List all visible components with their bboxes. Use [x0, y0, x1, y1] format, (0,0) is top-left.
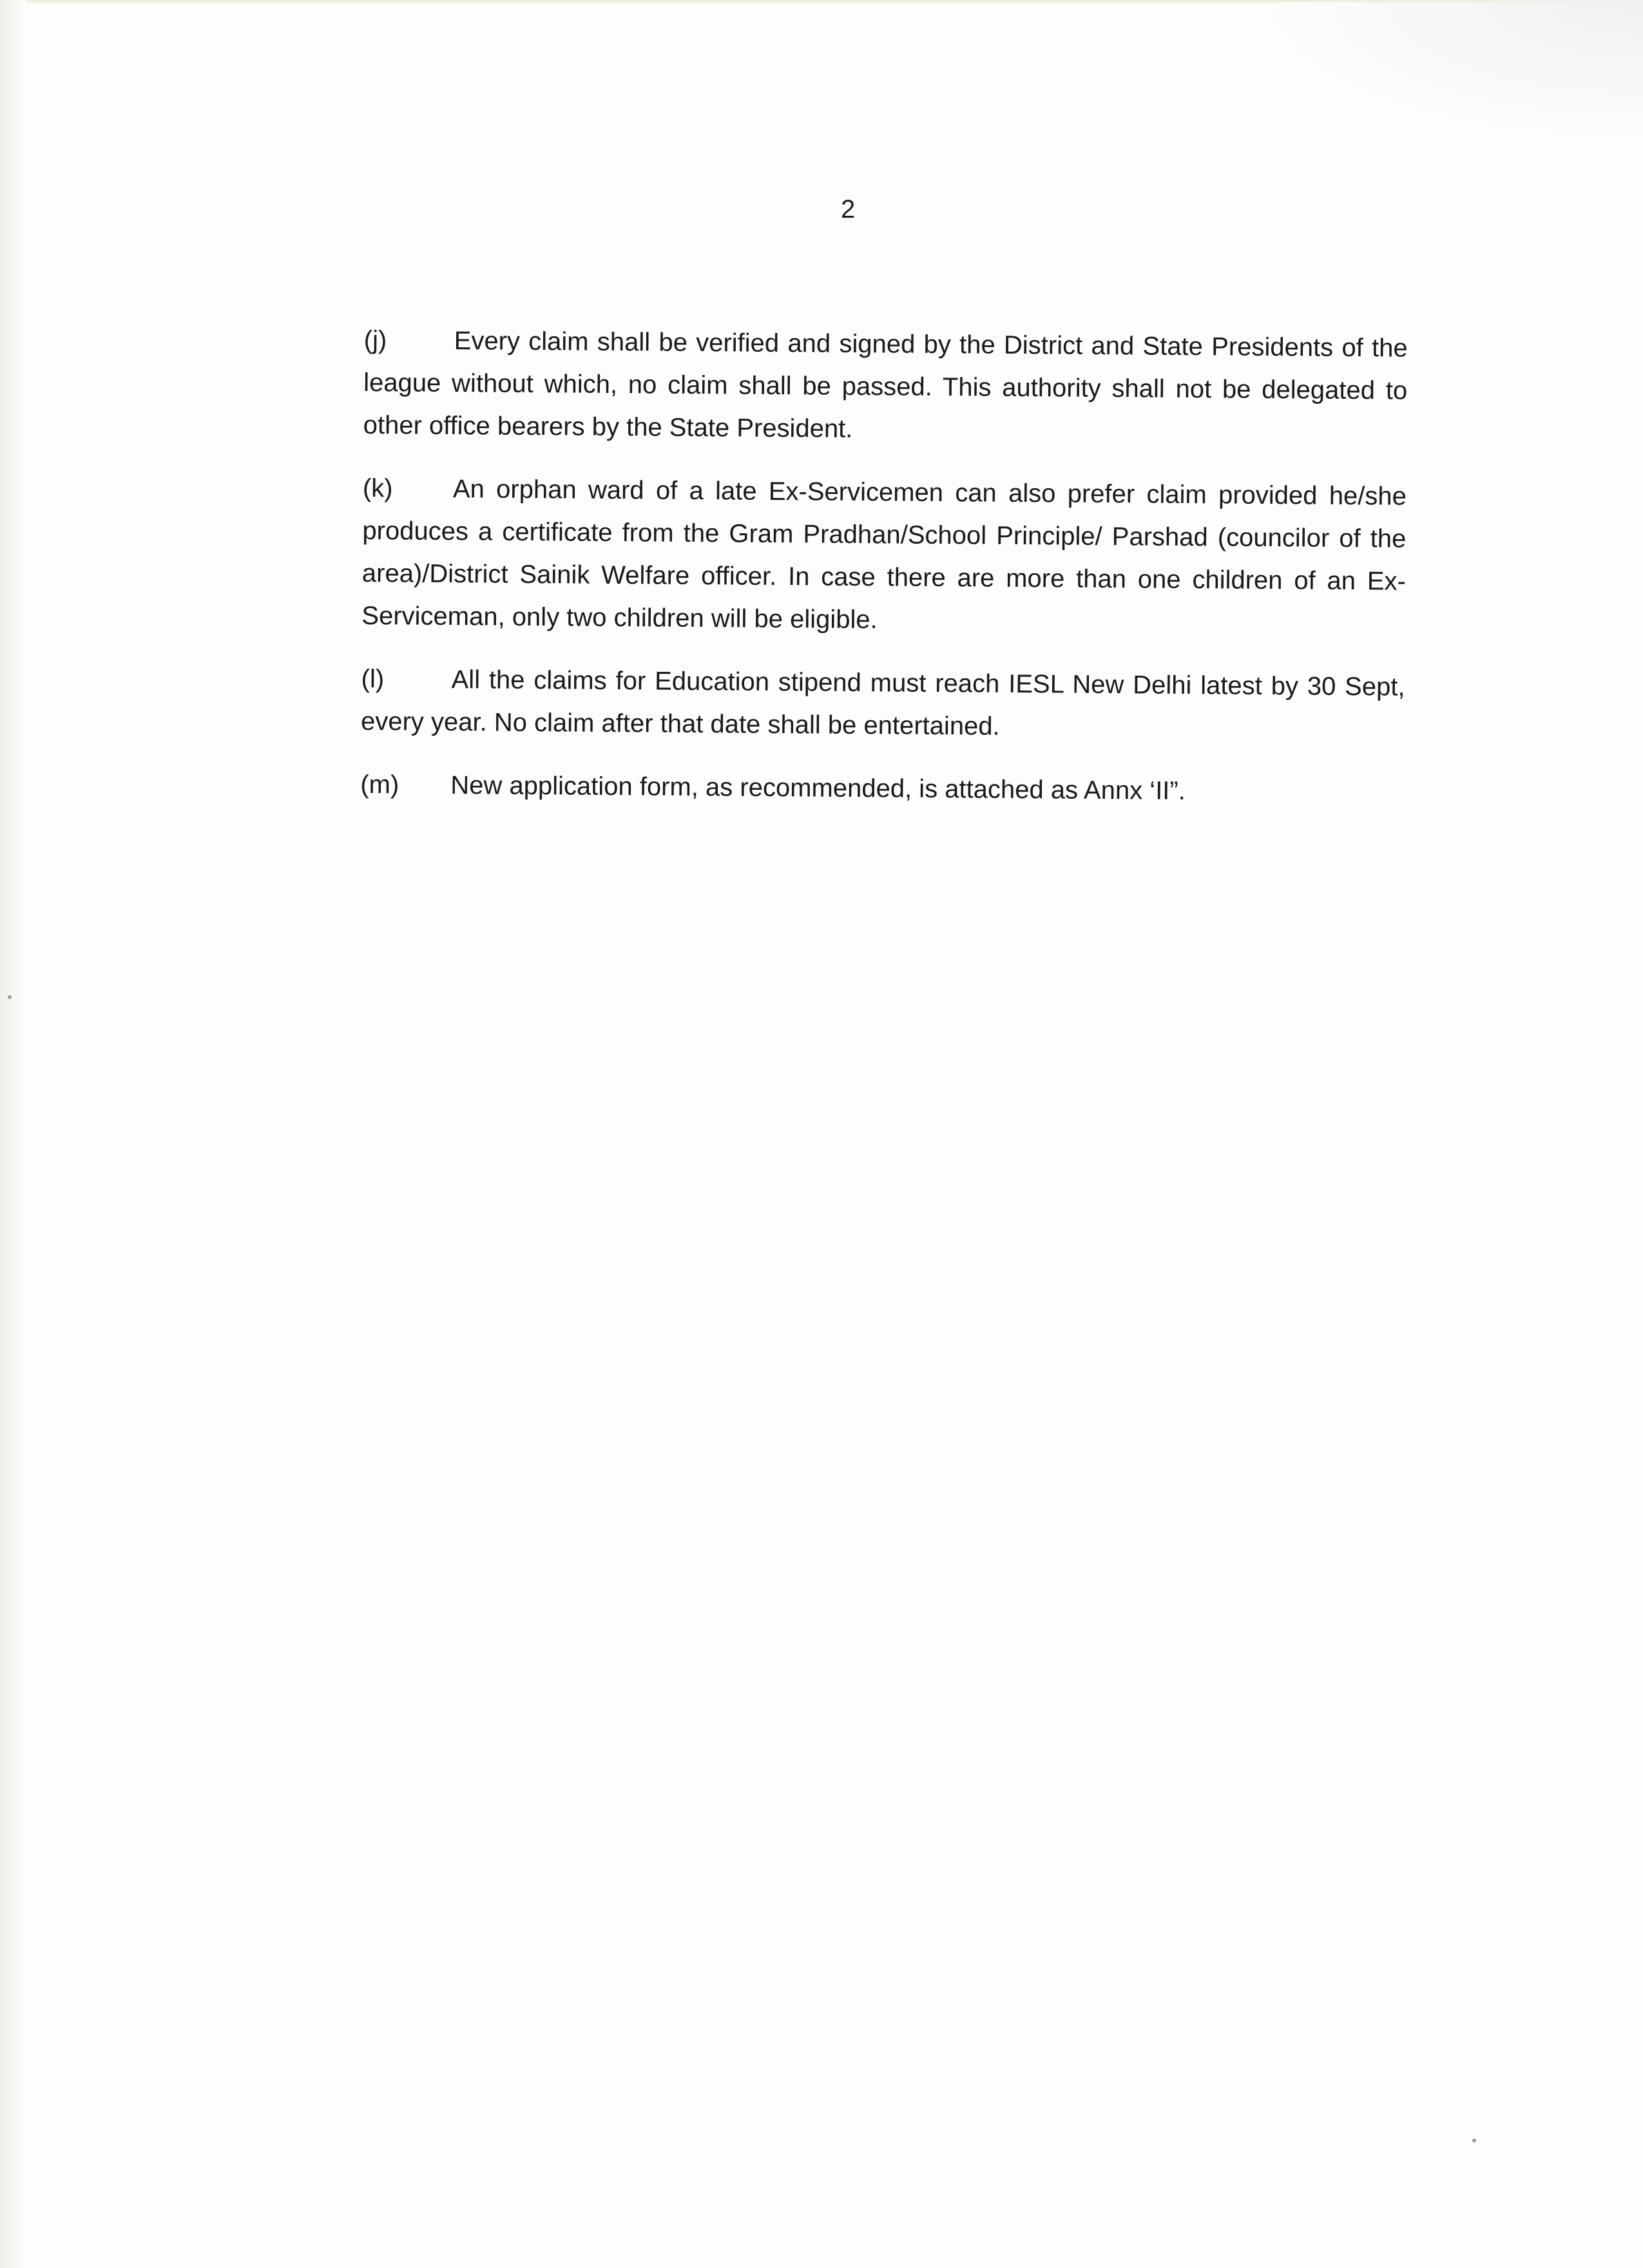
scan-speck [8, 995, 12, 999]
clause-text: New application form, as recommended, is attached as Annx ‘II”. [450, 771, 1186, 806]
clause-m [360, 763, 1404, 814]
page-number: 2 [841, 195, 856, 224]
clause-text: All the claims for Education stipend must reach IESL New Delhi latest by 30 Sept, every year. No claim after that date shall be entertained. [360, 665, 1405, 741]
clause-l [361, 658, 1405, 751]
clause-list [360, 319, 1408, 835]
clause-marker: (m) [360, 770, 399, 799]
scan-speck [1472, 2139, 1476, 2142]
clause-marker: (k) [362, 473, 393, 503]
clause-text: An orphan ward of a late Ex-Servicemen can also prefer claim provided he/she produces a certificate from the Gram Pradhan/School Principle/ Parshad (councilor of the area)/District Sainik Welfare officer. In case there are more than one children of an Ex-Serviceman, only two children will be eligible. [361, 475, 1407, 634]
scan-edge-left [0, 0, 26, 2268]
scan-corner-shadow [1256, 0, 1643, 142]
clause-j [363, 319, 1408, 455]
clause-marker: (j) [363, 325, 387, 355]
clause-text: Every claim shall be verified and signed by the District and State Presidents of the league without which, no claim shall be passed. This authority shall not be delegated to other office bearers by the State President. [363, 327, 1408, 443]
clause-k [361, 467, 1407, 645]
clause-marker: (l) [361, 664, 385, 694]
